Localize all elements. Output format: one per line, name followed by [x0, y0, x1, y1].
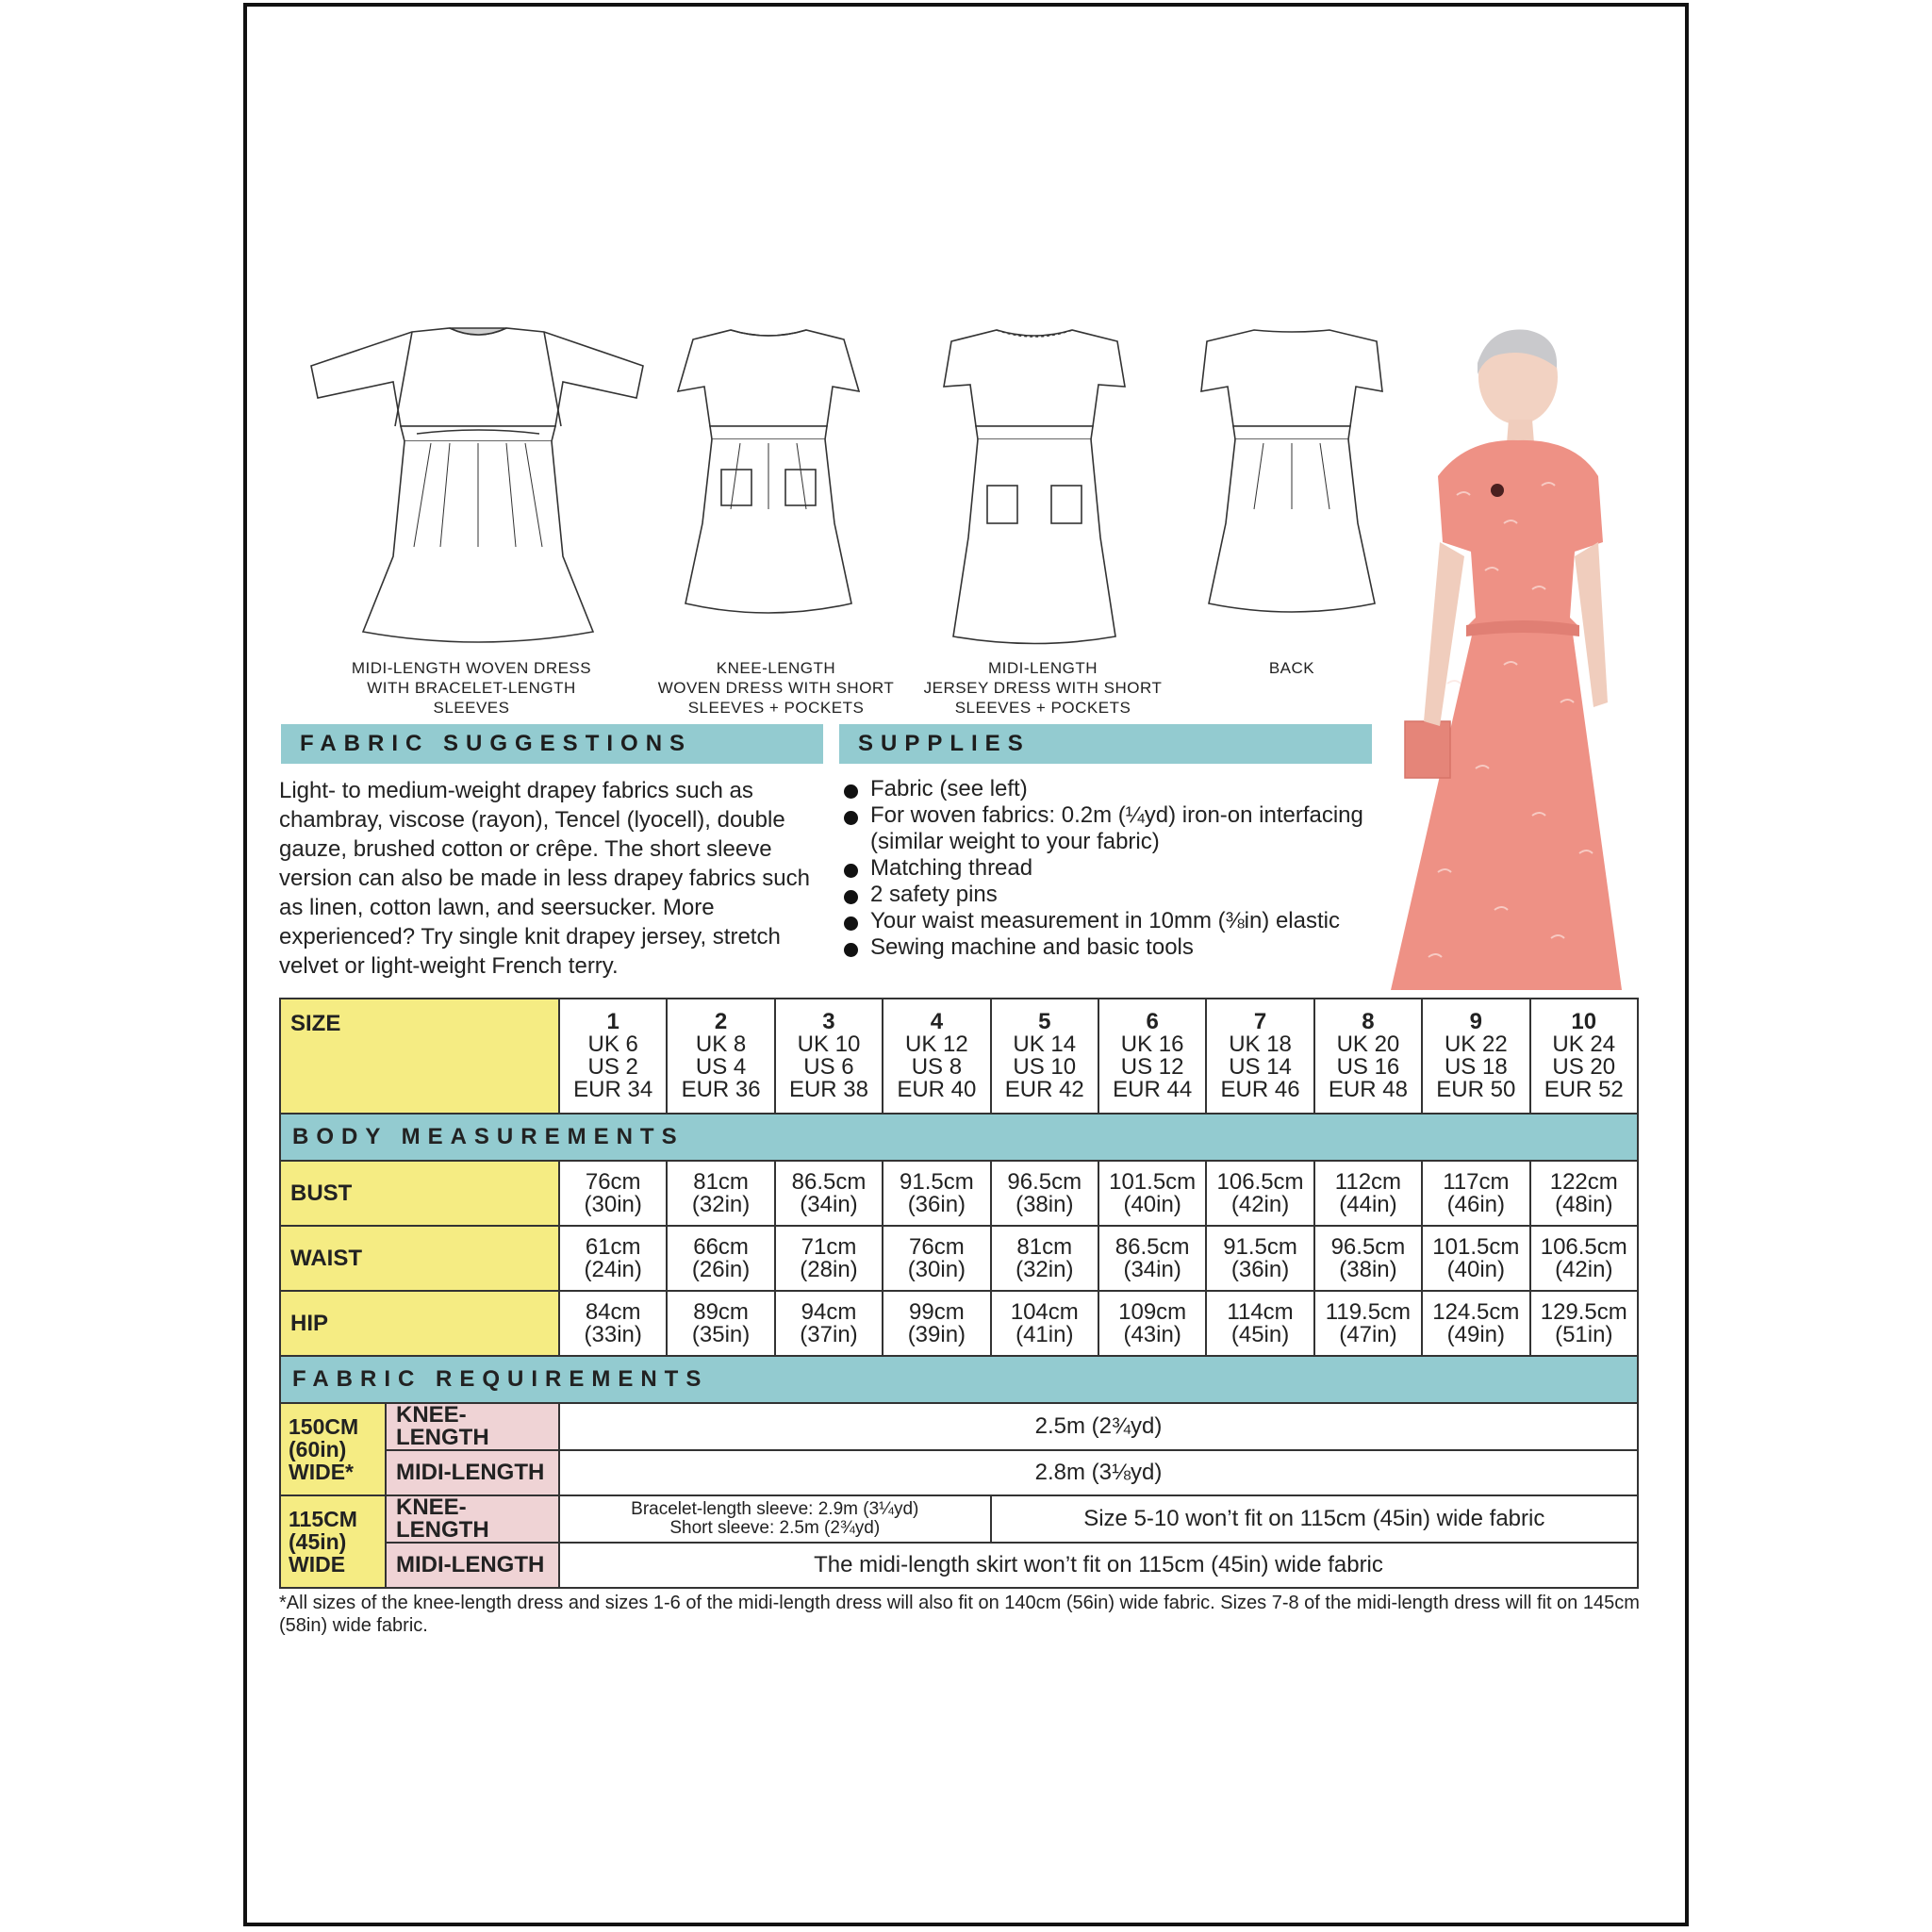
- measurement-cell: 122cm (48in): [1530, 1161, 1638, 1226]
- knee-length-label: KNEE-LENGTH: [386, 1495, 559, 1543]
- supply-item: Sewing machine and basic tools: [842, 934, 1370, 961]
- req-150-midi: 2.8m (3⅛yd): [559, 1450, 1638, 1495]
- measurement-cell: 81cm (32in): [991, 1226, 1098, 1291]
- fabric-requirements-heading-row: [280, 1356, 1638, 1403]
- measurement-cell: 96.5cm (38in): [1314, 1226, 1422, 1291]
- drawing-knee-woven-short: [674, 321, 863, 646]
- footnote: *All sizes of the knee-length dress and sizes 1-6 of the midi-length dress will also fit on 140cm (56in) wide fabric. Sizes 7-8 of the midi-length dress will fit on 145cm (58in) wide fabric.: [279, 1593, 1640, 1636]
- caption-midi-jersey: MIDI-LENGTH JERSEY DRESS WITH SHORT SLEEVES + POCKETS: [923, 659, 1163, 717]
- size-column-header: 2 UK 8 US 4 EUR 36: [667, 999, 774, 1114]
- bust-row: [280, 1161, 1638, 1226]
- measurement-cell: 119.5cm (47in): [1314, 1291, 1422, 1356]
- measurement-cell: 129.5cm (51in): [1530, 1291, 1638, 1356]
- measurement-cell: 114cm (45in): [1206, 1291, 1313, 1356]
- caption-knee-woven: KNEE-LENGTH WOVEN DRESS WITH SHORT SLEEVES + POCKETS: [657, 659, 895, 717]
- measurement-cell: 101.5cm (40in): [1422, 1226, 1529, 1291]
- supply-item: Your waist measurement in 10mm (⅜in) elastic: [842, 908, 1370, 934]
- drawing-midi-jersey-short: [940, 321, 1129, 646]
- measurement-cell: 76cm (30in): [559, 1161, 667, 1226]
- fabric-requirements-heading: FABRIC REQUIREMENTS: [280, 1356, 1638, 1403]
- row-label: WAIST: [280, 1226, 559, 1291]
- measurement-cell: 91.5cm (36in): [883, 1161, 990, 1226]
- measurement-cell: 106.5cm (42in): [1530, 1226, 1638, 1291]
- size-chart: [279, 998, 1639, 1589]
- measurement-cell: 71cm (28in): [775, 1226, 883, 1291]
- measurement-cell: 124.5cm (49in): [1422, 1291, 1529, 1356]
- size-column-header: 10 UK 24 US 20 EUR 52: [1530, 999, 1638, 1114]
- supply-item: 2 safety pins: [842, 882, 1370, 908]
- supply-item: Fabric (see left): [842, 776, 1370, 802]
- supply-item: For woven fabrics: 0.2m (¼yd) iron-on interfacing (similar weight to your fabric): [842, 802, 1370, 855]
- size-column-header: 9 UK 22 US 18 EUR 50: [1422, 999, 1529, 1114]
- size-column-header: 8 UK 20 US 16 EUR 48: [1314, 999, 1422, 1114]
- measurement-cell: 117cm (46in): [1422, 1161, 1529, 1226]
- hip-row: [280, 1291, 1638, 1356]
- req-150-knee-row: [280, 1403, 1638, 1450]
- req-115-midi: The midi-length skirt won’t fit on 115cm (45in) wide fabric: [559, 1543, 1638, 1588]
- measurement-cell: 109cm (43in): [1098, 1291, 1206, 1356]
- measurement-cell: 61cm (24in): [559, 1226, 667, 1291]
- req-150-midi-row: [280, 1450, 1638, 1495]
- caption-back: BACK: [1268, 659, 1315, 677]
- measurement-cell: 106.5cm (42in): [1206, 1161, 1313, 1226]
- req-115-knee-note: Size 5-10 won’t fit on 115cm (45in) wide fabric: [991, 1495, 1638, 1543]
- drawing-midi-woven-bracelet: [308, 321, 648, 646]
- midi-length-label: MIDI-LENGTH: [386, 1450, 559, 1495]
- drawing-back-view: [1197, 321, 1386, 646]
- measurement-cell: 84cm (33in): [559, 1291, 667, 1356]
- measurement-cell: 89cm (35in): [667, 1291, 774, 1356]
- measurement-cell: 96.5cm (38in): [991, 1161, 1098, 1226]
- req-115-knee-row: [280, 1495, 1638, 1543]
- measurement-cell: 86.5cm (34in): [775, 1161, 883, 1226]
- measurement-cell: 81cm (32in): [667, 1161, 774, 1226]
- fabric-suggestions-heading: FABRIC SUGGESTIONS: [281, 724, 823, 764]
- model-photo: [1372, 325, 1627, 997]
- measurement-cell: 91.5cm (36in): [1206, 1226, 1313, 1291]
- size-column-header: 7 UK 18 US 14 EUR 46: [1206, 999, 1313, 1114]
- measurement-cell: 76cm (30in): [883, 1226, 990, 1291]
- measurement-cell: 66cm (26in): [667, 1226, 774, 1291]
- req-150-knee: 2.5m (2¾yd): [559, 1403, 1638, 1450]
- measurement-cell: 112cm (44in): [1314, 1161, 1422, 1226]
- caption-midi-woven: MIDI-LENGTH WOVEN DRESS WITH BRACELET-LENGTH SLEEVES: [351, 659, 592, 717]
- width-115-label: 115CM (45in) WIDE: [280, 1495, 386, 1588]
- size-column-header: 3 UK 10 US 6 EUR 38: [775, 999, 883, 1114]
- size-column-header: 6 UK 16 US 12 EUR 44: [1098, 999, 1206, 1114]
- row-label: HIP: [280, 1291, 559, 1356]
- body-measurements-heading-row: [280, 1114, 1638, 1161]
- size-column-header: 4 UK 12 US 8 EUR 40: [883, 999, 990, 1114]
- measurement-cell: 104cm (41in): [991, 1291, 1098, 1356]
- measurement-cell: 94cm (37in): [775, 1291, 883, 1356]
- body-measurements-heading: BODY MEASUREMENTS: [280, 1114, 1638, 1161]
- req-115-midi-row: [280, 1543, 1638, 1588]
- measurement-cell: 99cm (39in): [883, 1291, 990, 1356]
- supplies-heading: SUPPLIES: [839, 724, 1372, 764]
- measurement-cell: 101.5cm (40in): [1098, 1161, 1206, 1226]
- row-label: BUST: [280, 1161, 559, 1226]
- midi-length-label: MIDI-LENGTH: [386, 1543, 559, 1588]
- knee-length-label: KNEE-LENGTH: [386, 1403, 559, 1450]
- supplies-list: [842, 776, 1370, 961]
- fabric-suggestions-text: Light- to medium-weight drapey fabrics such as chambray, viscose (rayon), Tencel (lyocell), double gauze, brushed cotton or crêpe. The short sleeve version can also be made in less drapey fabrics such as linen, cotton lawn, and seersucker. More experienced? Try single knit drapey jersey, stretch velvet or light-weight French terry.: [279, 778, 810, 979]
- width-150-label: 150CM (60in) WIDE*: [280, 1403, 386, 1495]
- supply-item: Matching thread: [842, 855, 1370, 882]
- measurement-cell: 86.5cm (34in): [1098, 1226, 1206, 1291]
- size-label: SIZE: [280, 999, 559, 1114]
- waist-row: [280, 1226, 1638, 1291]
- size-row: [280, 999, 1638, 1114]
- req-115-knee-sleeves: Bracelet-length sleeve: 2.9m (3¼yd) Short sleeve: 2.5m (2¾yd): [559, 1495, 991, 1543]
- size-column-header: 5 UK 14 US 10 EUR 42: [991, 999, 1098, 1114]
- size-column-header: 1 UK 6 US 2 EUR 34: [559, 999, 667, 1114]
